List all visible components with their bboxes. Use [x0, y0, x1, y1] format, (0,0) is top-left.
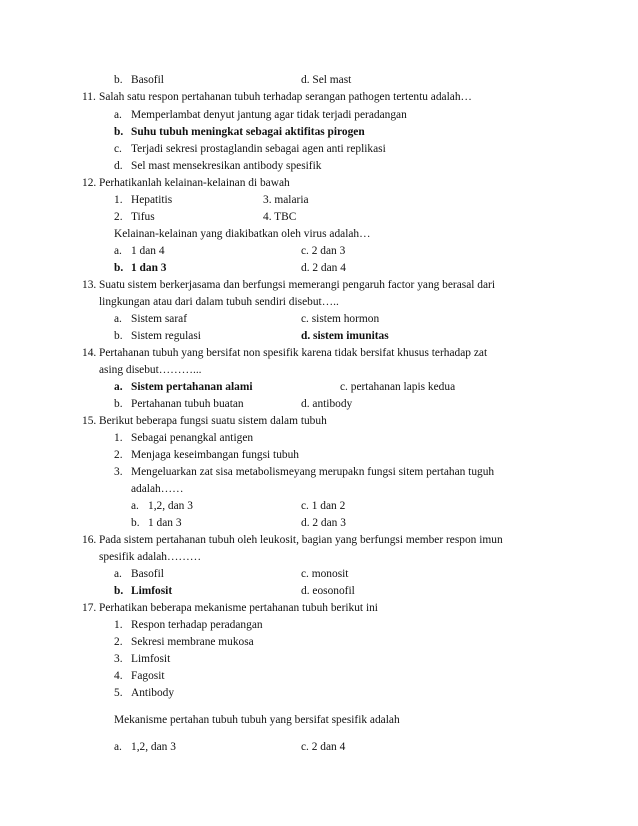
option-text: c. pertahanan lapis kedua	[340, 381, 456, 393]
question-number: 13.	[82, 279, 97, 291]
list-number: 1.	[114, 194, 123, 206]
list-number: 2.	[114, 449, 123, 461]
option-text: c. 2 dan 3	[301, 245, 346, 257]
question-stem: lingkungan atau dari dalam tubuh sendiri disebut…..	[99, 296, 339, 308]
option-letter: a.	[114, 568, 122, 580]
option-text: Sistem saraf	[131, 313, 187, 325]
list-item-text: Respon terhadap peradangan	[131, 619, 263, 631]
option-letter: a.	[114, 245, 122, 257]
option-text: c. 2 dan 4	[301, 741, 346, 753]
option-text: Sistem regulasi	[131, 330, 201, 342]
list-item-text: Antibody	[131, 687, 175, 699]
option-letter: a.	[114, 109, 122, 121]
option-letter: b.	[114, 126, 124, 138]
list-number: 3.	[114, 466, 123, 478]
list-item-text: Fagosit	[131, 670, 165, 682]
option-text: 1 dan 4	[131, 245, 165, 257]
question-number: 14.	[82, 347, 97, 359]
answer-option-text: 1 dan 3	[131, 262, 167, 274]
option-letter: a.	[114, 313, 122, 325]
option-text: Sel mast mensekresikan antibody spesifik	[131, 160, 322, 172]
list-item-text: Sekresi membrane mukosa	[131, 636, 254, 648]
option-letter: b.	[114, 585, 124, 597]
list-item-text: 4. TBC	[263, 211, 297, 223]
option-text: c. monosit	[301, 568, 349, 580]
option-text: c. sistem hormon	[301, 313, 380, 325]
answer-option-text: Suhu tubuh meningkat sebagai aktifitas pirogen	[131, 126, 365, 138]
question-stem: spesifik adalah………	[99, 551, 202, 563]
option-letter: a.	[114, 381, 123, 393]
option-letter: a.	[114, 741, 122, 753]
list-item-text: Hepatitis	[131, 194, 173, 206]
option-letter: b.	[114, 74, 123, 86]
option-text: Basofil	[131, 568, 164, 580]
question-stem: Berikut beberapa fungsi suatu sistem dalam tubuh	[99, 415, 327, 427]
option-letter: a.	[131, 500, 139, 512]
answer-option-text: Limfosit	[131, 585, 173, 597]
question-stem: Pertahanan tubuh yang bersifat non spesifik karena tidak bersifat khusus terhadap zat	[99, 347, 488, 359]
option-letter: b.	[114, 398, 123, 410]
list-item-text: Menjaga keseimbangan fungsi tubuh	[131, 449, 299, 461]
list-number: 1.	[114, 619, 123, 631]
question-stem: Suatu sistem berkerjasama dan berfungsi memerangi pengaruh factor yang berasal dari	[99, 279, 495, 291]
option-text: d. eosonofil	[301, 585, 355, 597]
list-item-text: 3. malaria	[263, 194, 309, 206]
option-text: 1 dan 3	[148, 517, 182, 529]
question-number: 15.	[82, 415, 97, 427]
list-number: 1.	[114, 432, 123, 444]
question-substem: Mekanisme pertahan tubuh tubuh yang bersifat spesifik adalah	[114, 714, 400, 726]
list-item-text: Limfosit	[131, 653, 171, 665]
option-letter: d.	[114, 160, 123, 172]
question-stem: Pada sistem pertahanan tubuh oleh leukosit, bagian yang berfungsi member respon imun	[99, 534, 503, 546]
list-item-text: Mengeluarkan zat sisa metabolismeyang merupakn fungsi sitem pertahan tuguh	[131, 466, 495, 478]
option-text: 1,2, dan 3	[131, 741, 176, 753]
list-number: 2.	[114, 636, 123, 648]
question-number: 17.	[82, 602, 97, 614]
option-text: Terjadi sekresi prostaglandin sebagai agen anti replikasi	[131, 143, 386, 155]
list-item-text: Sebagai penangkal antigen	[131, 432, 254, 444]
option-text: Pertahanan tubuh buatan	[131, 398, 244, 410]
option-text: d. 2 dan 4	[301, 262, 346, 274]
option-letter: c.	[114, 143, 122, 155]
option-letter: b.	[114, 262, 124, 274]
option-text: d. 2 dan 3	[301, 517, 346, 529]
option-letter: b.	[131, 517, 140, 529]
question-stem: Perhatikanlah kelainan-kelainan di bawah	[99, 177, 290, 189]
list-number: 2.	[114, 211, 123, 223]
option-text: c. 1 dan 2	[301, 500, 346, 512]
question-number: 11.	[82, 91, 96, 103]
option-text: d. Sel mast	[301, 74, 352, 86]
list-number: 5.	[114, 687, 123, 699]
question-stem: Perhatikan beberapa mekanisme pertahanan tubuh berikut ini	[99, 602, 378, 614]
list-item-text: Tifus	[131, 211, 155, 223]
answer-option-text: d. sistem imunitas	[301, 330, 389, 342]
option-text: d. antibody	[301, 398, 353, 410]
question-stem: asing disebut………...	[99, 364, 202, 376]
question-number: 16.	[82, 534, 97, 546]
question-substem: Kelainan-kelainan yang diakibatkan oleh virus adalah…	[114, 228, 371, 240]
question-stem: Salah satu respon pertahanan tubuh terhadap serangan pathogen tertentu adalah…	[99, 91, 472, 103]
list-number: 3.	[114, 653, 123, 665]
option-text: Memperlambat denyut jantung agar tidak terjadi peradangan	[131, 109, 407, 121]
answer-option-text: Sistem pertahanan alami	[131, 381, 253, 393]
question-number: 12.	[82, 177, 97, 189]
list-item-text: adalah……	[131, 483, 184, 495]
option-text: 1,2, dan 3	[148, 500, 193, 512]
option-text: Basofil	[131, 74, 164, 86]
option-letter: b.	[114, 330, 123, 342]
list-number: 4.	[114, 670, 123, 682]
